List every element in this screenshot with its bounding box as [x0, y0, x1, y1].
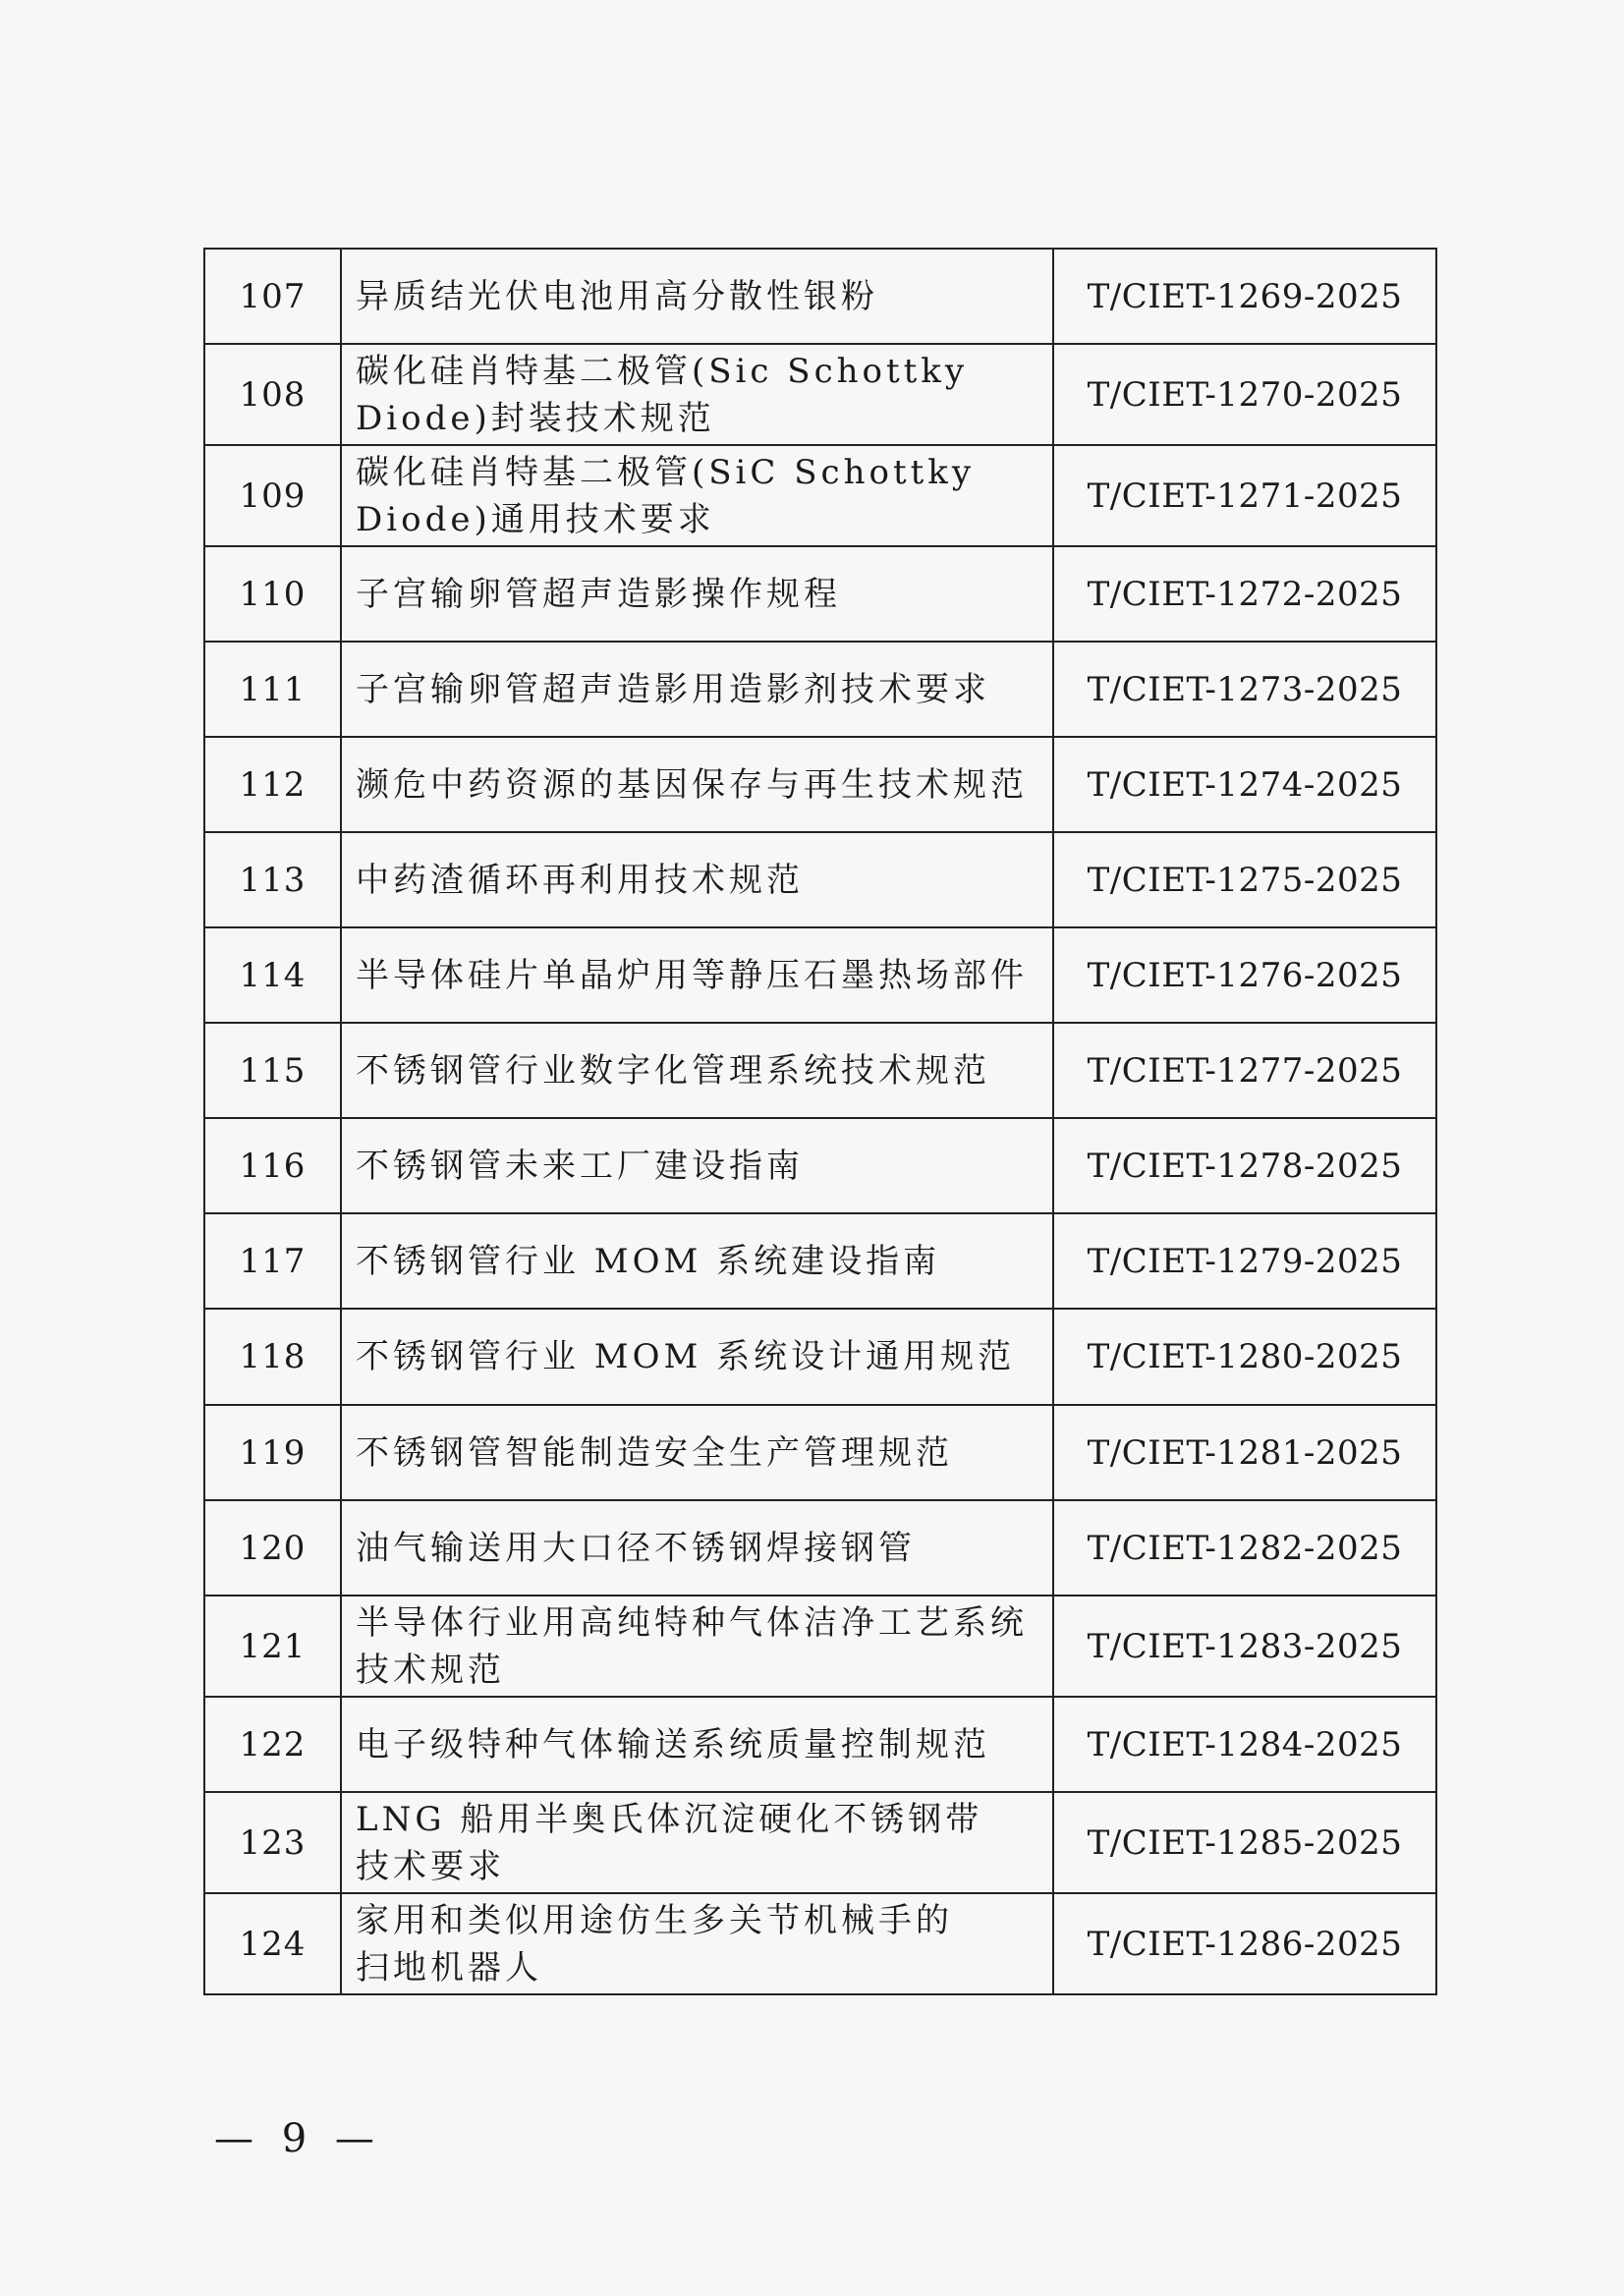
standard-name: [341, 445, 1053, 546]
standard-code: T/CIET-1284-2025: [1053, 1697, 1436, 1792]
standard-name-line: 油气输送用大口径不锈钢焊接钢管: [356, 1528, 916, 1568]
standard-name: [341, 1596, 1053, 1697]
standard-name: [341, 1500, 1053, 1596]
standard-name-line: Diode)通用技术要求: [356, 499, 715, 539]
standard-code: T/CIET-1282-2025: [1053, 1500, 1436, 1596]
standard-name-line: 子宫输卵管超声造影用造影剂技术要求: [356, 669, 990, 709]
table-row: [204, 1697, 1436, 1792]
table-row: [204, 1596, 1436, 1697]
standard-code: T/CIET-1269-2025: [1053, 249, 1436, 344]
standard-name-line: 子宫输卵管超声造影操作规程: [356, 574, 841, 614]
table-row: [204, 546, 1436, 642]
row-number: 117: [204, 1213, 341, 1309]
standard-name-line: Diode)封装技术规范: [356, 398, 715, 438]
table-row: [204, 1792, 1436, 1893]
row-number: 124: [204, 1893, 341, 1994]
table-row: [204, 445, 1436, 546]
standard-name: [341, 1405, 1053, 1500]
row-number: 110: [204, 546, 341, 642]
standard-code: T/CIET-1271-2025: [1053, 445, 1436, 546]
standard-name-line: 半导体行业用高纯特种气体洁净工艺系统: [356, 1602, 1028, 1643]
standard-name-line: 不锈钢管未来工厂建设指南: [356, 1146, 804, 1186]
standard-name-line: 技术要求: [356, 1846, 505, 1886]
standard-name: [341, 737, 1053, 832]
standard-name-line: LNG 船用半奥氏体沉淀硬化不锈钢带: [356, 1799, 983, 1839]
standard-name-line: 濒危中药资源的基因保存与再生技术规范: [356, 764, 1028, 805]
table-row: [204, 1213, 1436, 1309]
standard-name: [341, 1893, 1053, 1994]
row-number: 108: [204, 344, 341, 445]
standard-name: [341, 1309, 1053, 1405]
standard-name-line: 中药渣循环再利用技术规范: [356, 860, 804, 900]
row-number: 123: [204, 1792, 341, 1893]
standard-name: [341, 832, 1053, 927]
row-number: 115: [204, 1023, 341, 1118]
standard-name: [341, 249, 1053, 344]
row-number: 116: [204, 1118, 341, 1213]
standard-code: T/CIET-1276-2025: [1053, 927, 1436, 1023]
standard-name-line: 碳化硅肖特基二极管(Sic Schottky: [356, 351, 969, 391]
standard-code: T/CIET-1281-2025: [1053, 1405, 1436, 1500]
standard-code: T/CIET-1278-2025: [1053, 1118, 1436, 1213]
row-number: 114: [204, 927, 341, 1023]
standard-code: T/CIET-1280-2025: [1053, 1309, 1436, 1405]
standard-name: [341, 1697, 1053, 1792]
standards-table-body: [204, 249, 1436, 1994]
page-number: — 9 —: [214, 2116, 382, 2161]
row-number: 113: [204, 832, 341, 927]
standard-code: T/CIET-1273-2025: [1053, 642, 1436, 737]
standard-code: T/CIET-1272-2025: [1053, 546, 1436, 642]
standard-name-line: 技术规范: [356, 1650, 505, 1690]
standard-code: T/CIET-1277-2025: [1053, 1023, 1436, 1118]
standard-name-line: 不锈钢管行业 MOM 系统设计通用规范: [356, 1337, 1016, 1376]
standard-name-line: 异质结光伏电池用高分散性银粉: [356, 276, 878, 316]
table-row: [204, 1405, 1436, 1500]
table-row: [204, 344, 1436, 445]
standard-name: [341, 1213, 1053, 1309]
table-row: [204, 1309, 1436, 1405]
standard-name: [341, 1023, 1053, 1118]
standard-name-line: 不锈钢管行业数字化管理系统技术规范: [356, 1050, 990, 1091]
standards-table: [203, 248, 1437, 1995]
standard-name-line: 电子级特种气体输送系统质量控制规范: [356, 1724, 990, 1764]
standard-name-line: 碳化硅肖特基二极管(SiC Schottky: [356, 452, 976, 492]
standard-code: T/CIET-1279-2025: [1053, 1213, 1436, 1309]
standard-code: T/CIET-1274-2025: [1053, 737, 1436, 832]
standard-name: [341, 927, 1053, 1023]
row-number: 111: [204, 642, 341, 737]
row-number: 121: [204, 1596, 341, 1697]
row-number: 112: [204, 737, 341, 832]
table-row: [204, 1118, 1436, 1213]
standard-name: [341, 546, 1053, 642]
row-number: 120: [204, 1500, 341, 1596]
row-number: 119: [204, 1405, 341, 1500]
standard-code: T/CIET-1270-2025: [1053, 344, 1436, 445]
standard-name-line: 家用和类似用途仿生多关节机械手的: [356, 1900, 953, 1940]
standard-name-line: 扫地机器人: [356, 1947, 542, 1988]
standard-name: [341, 344, 1053, 445]
table-row: [204, 737, 1436, 832]
standard-name-line: 不锈钢管行业 MOM 系统建设指南: [356, 1241, 941, 1281]
row-number: 109: [204, 445, 341, 546]
table-row: [204, 927, 1436, 1023]
standard-name: [341, 1792, 1053, 1893]
table-row: [204, 1893, 1436, 1994]
table-row: [204, 1023, 1436, 1118]
row-number: 118: [204, 1309, 341, 1405]
row-number: 122: [204, 1697, 341, 1792]
row-number: 107: [204, 249, 341, 344]
table-row: [204, 249, 1436, 344]
standard-name-line: 不锈钢管智能制造安全生产管理规范: [356, 1432, 953, 1473]
standard-name-line: 半导体硅片单晶炉用等静压石墨热场部件: [356, 955, 1028, 995]
standard-name: [341, 642, 1053, 737]
table-row: [204, 642, 1436, 737]
standard-name: [341, 1118, 1053, 1213]
table-row: [204, 1500, 1436, 1596]
standard-code: T/CIET-1286-2025: [1053, 1893, 1436, 1994]
standard-code: T/CIET-1275-2025: [1053, 832, 1436, 927]
standard-code: T/CIET-1283-2025: [1053, 1596, 1436, 1697]
table-row: [204, 832, 1436, 927]
standard-code: T/CIET-1285-2025: [1053, 1792, 1436, 1893]
